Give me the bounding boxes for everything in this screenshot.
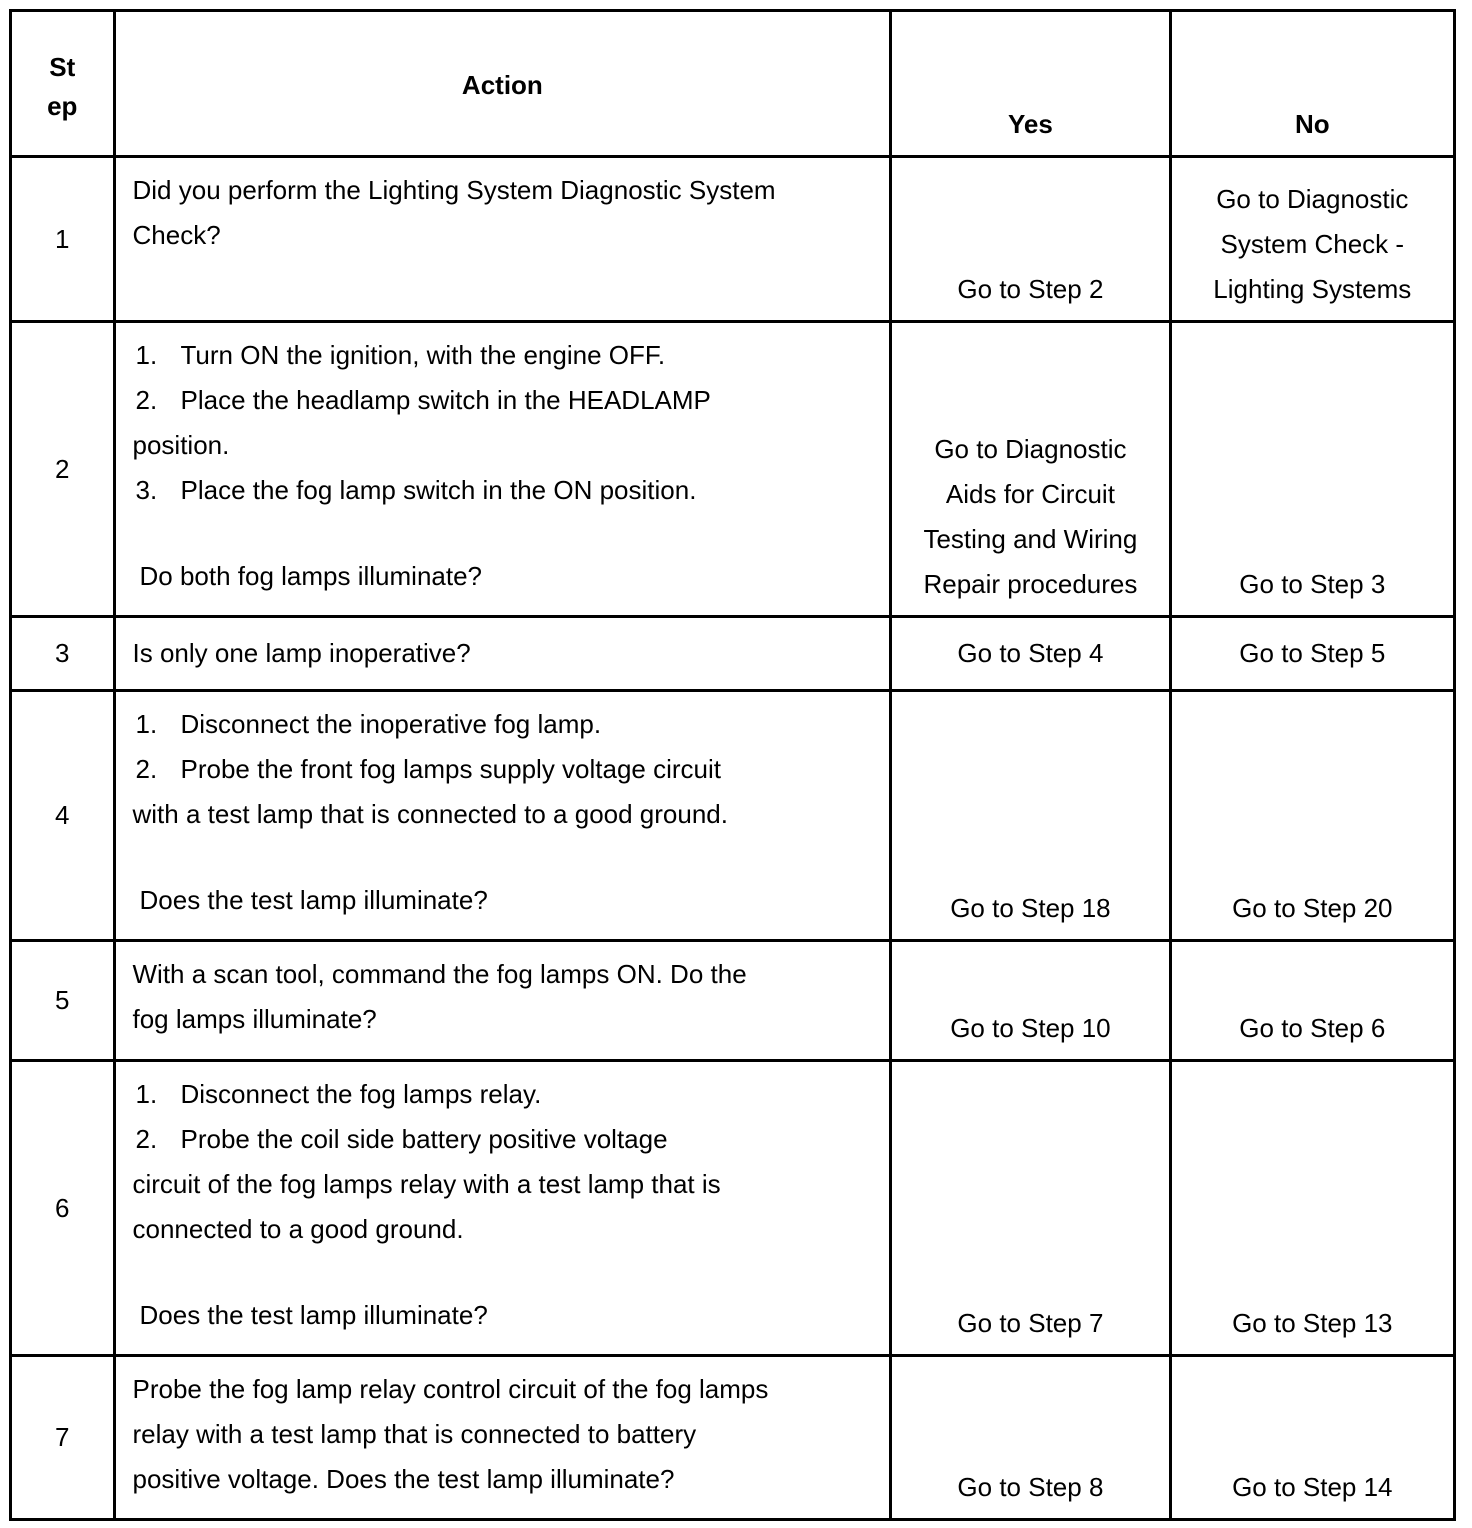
action-text: fog lamps illuminate?	[132, 1004, 377, 1034]
action-text: position.	[132, 430, 230, 460]
action-list-item: 1. Turn ON the ignition, with the engine OFF.	[135, 340, 666, 370]
no-text: Lighting Systems	[1213, 274, 1412, 304]
action-list-item: 1. Disconnect the fog lamps relay.	[135, 1079, 542, 1109]
action-cell	[114, 1356, 891, 1520]
header-step	[11, 11, 115, 157]
action-cell	[114, 617, 891, 691]
yes-cell	[891, 1356, 1170, 1520]
yes-text: Go to Step 7	[957, 1308, 1104, 1338]
header-yes: Yes	[891, 11, 1170, 157]
no-text: Go to Step 3	[1239, 569, 1386, 599]
action-cell	[114, 157, 891, 322]
yes-text: Go to Step 2	[957, 274, 1104, 304]
action-text: Is only one lamp inoperative?	[132, 638, 471, 668]
action-cell	[114, 691, 891, 941]
diagnostic-table	[9, 9, 1456, 1521]
action-list-item: 1. Disconnect the inoperative fog lamp.	[135, 709, 602, 739]
yes-cell	[891, 691, 1170, 941]
no-text: Go to Step 14	[1232, 1472, 1393, 1502]
yes-cell	[891, 322, 1170, 617]
no-cell	[1170, 941, 1454, 1061]
yes-text: Go to Step 18	[950, 893, 1111, 923]
step-number: 1	[11, 157, 115, 322]
no-text: Go to Step 20	[1232, 893, 1393, 923]
no-cell	[1170, 322, 1454, 617]
table-row	[11, 941, 1455, 1061]
action-text: circuit of the fog lamps relay with a test lamp that is	[132, 1169, 721, 1199]
action-list-item: 3. Place the fog lamp switch in the ON position.	[135, 475, 697, 505]
no-cell	[1170, 1061, 1454, 1356]
table-row	[11, 617, 1455, 691]
table-row	[11, 691, 1455, 941]
yes-text: Testing and Wiring	[923, 524, 1138, 554]
header-action: Action	[114, 11, 891, 157]
step-number: 4	[11, 691, 115, 941]
action-list-item: 2. Place the headlamp switch in the HEADLAMP	[135, 385, 711, 415]
no-text: Go to Step 13	[1232, 1308, 1393, 1338]
action-text: positive voltage. Does the test lamp illuminate?	[132, 1464, 675, 1494]
yes-text: Aids for Circuit	[945, 479, 1115, 509]
action-text: with a test lamp that is connected to a good ground.	[132, 799, 728, 829]
action-text: connected to a good ground.	[132, 1214, 464, 1244]
yes-text: Go to Step 4	[957, 638, 1104, 668]
step-number: 6	[11, 1061, 115, 1356]
table-row	[11, 157, 1455, 322]
yes-cell	[891, 1061, 1170, 1356]
no-cell	[1170, 617, 1454, 691]
no-cell	[1170, 157, 1454, 322]
no-text: Go to Step 5	[1239, 638, 1386, 668]
header-step-line1: St	[49, 51, 76, 82]
yes-text: Go to Step 10	[950, 1013, 1111, 1043]
action-list-item: 2. Probe the coil side battery positive voltage	[135, 1124, 668, 1154]
step-number: 2	[11, 322, 115, 617]
action-text: Did you perform the Lighting System Diagnostic System	[132, 175, 776, 205]
yes-text: Go to Step 8	[957, 1472, 1104, 1502]
no-text: System Check -	[1220, 229, 1405, 259]
step-number: 7	[11, 1356, 115, 1520]
no-text: Go to Step 6	[1239, 1013, 1386, 1043]
no-text: Go to Diagnostic	[1216, 184, 1409, 214]
no-cell	[1170, 1356, 1454, 1520]
no-cell	[1170, 691, 1454, 941]
action-list-item: 2. Probe the front fog lamps supply voltage circuit	[135, 754, 722, 784]
yes-cell	[891, 157, 1170, 322]
action-cell	[114, 1061, 891, 1356]
step-number: 5	[11, 941, 115, 1061]
table-row	[11, 1356, 1455, 1520]
table-row	[11, 1061, 1455, 1356]
action-question: Does the test lamp illuminate?	[139, 885, 488, 915]
action-text: With a scan tool, command the fog lamps ON. Do the	[132, 959, 747, 989]
header-no: No	[1170, 11, 1454, 157]
action-cell	[114, 941, 891, 1061]
action-text: Check?	[132, 220, 221, 250]
table-row	[11, 322, 1455, 617]
action-question: Does the test lamp illuminate?	[139, 1300, 488, 1330]
action-question: Do both fog lamps illuminate?	[139, 561, 483, 591]
action-cell	[114, 322, 891, 617]
yes-cell	[891, 617, 1170, 691]
step-number: 3	[11, 617, 115, 691]
header-step-line2: ep	[47, 90, 78, 121]
action-text: relay with a test lamp that is connected to battery	[132, 1419, 697, 1449]
yes-text: Repair procedures	[923, 569, 1138, 599]
action-text: Probe the fog lamp relay control circuit of the fog lamps	[132, 1374, 769, 1404]
header-row	[11, 11, 1455, 157]
yes-text: Go to Diagnostic	[934, 434, 1127, 464]
yes-cell	[891, 941, 1170, 1061]
